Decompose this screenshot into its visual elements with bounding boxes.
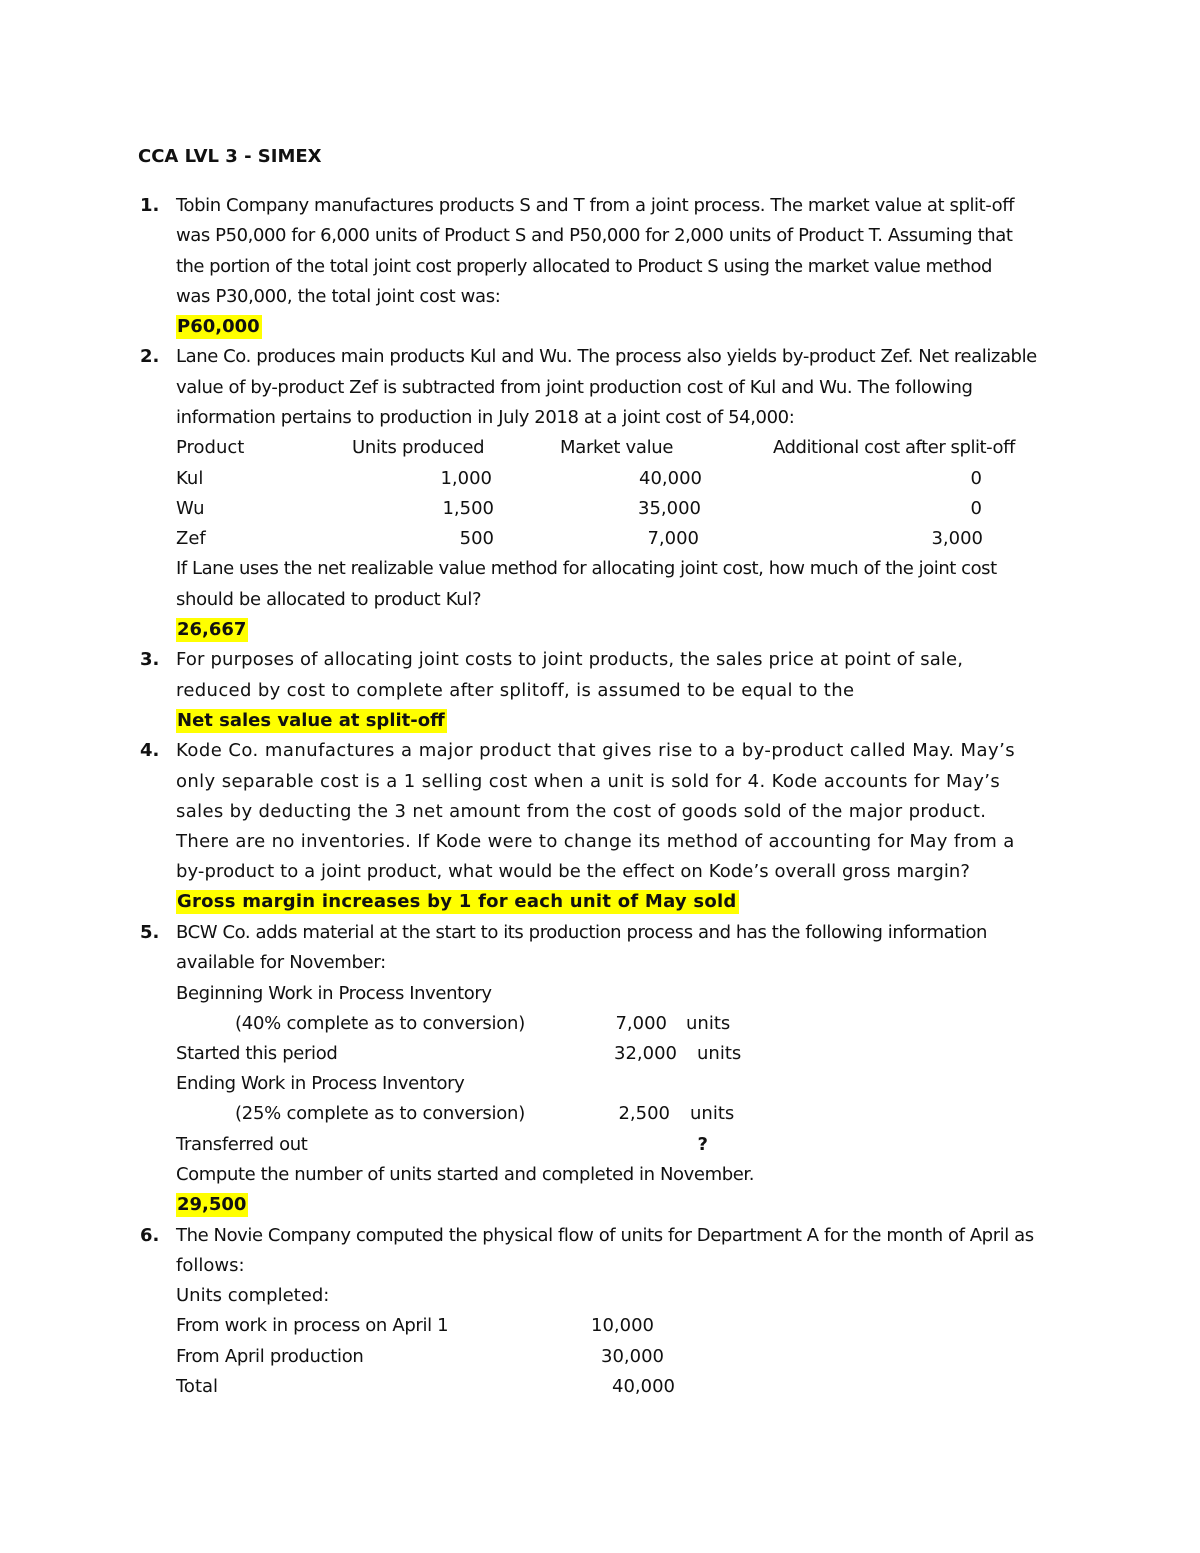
question-1-answer (176, 315, 262, 339)
table-cell: Wu (176, 498, 205, 519)
units-value: 40,000 (612, 1376, 675, 1397)
question-1-text: Tobin Company manufactures products S and T from a joint process. The market value at split-off (176, 195, 1015, 216)
inventory-unit: units (686, 1013, 731, 1034)
table-header-units: Units produced (352, 437, 485, 458)
units-value: 30,000 (601, 1346, 664, 1367)
table-cell: 0 (970, 498, 982, 519)
inventory-value: 2,500 (618, 1103, 670, 1124)
question-4-text: Kode Co. manufactures a major product that gives rise to a by-product called May. May’s (176, 740, 1016, 761)
question-1-text: the portion of the total joint cost properly allocated to Product S using the market value method (176, 256, 992, 277)
table-cell: 7,000 (647, 528, 699, 549)
table-header-additional-cost: Additional cost after split-off (773, 437, 1015, 458)
question-5-text: available for November: (176, 952, 386, 973)
question-1-text: was P50,000 for 6,000 units of Product S and P50,000 for 2,000 units of Product T. Assuming that (176, 225, 1013, 246)
question-3-text: reduced by cost to complete after splitoff, is assumed to be equal to the (176, 680, 855, 701)
question-3-number: 3. (140, 649, 160, 670)
inventory-label: (40% complete as to conversion) (235, 1013, 525, 1034)
question-2-text: Lane Co. produces main products Kul and Wu. The process also yields by-product Zef. Net realizable (176, 346, 1037, 367)
table-cell: 0 (970, 468, 982, 489)
question-6-number: 6. (140, 1225, 160, 1246)
question-2-text: should be allocated to product Kul? (176, 589, 482, 610)
inventory-label: Ending Work in Process Inventory (176, 1073, 465, 1094)
question-1-text: was P30,000, the total joint cost was: (176, 286, 501, 307)
question-4-answer (176, 890, 739, 914)
units-label: From work in process on April 1 (176, 1315, 449, 1336)
question-2-text: If Lane uses the net realizable value method for allocating joint cost, how much of the joint cost (176, 558, 997, 579)
answer-highlight: Net sales value at split-off (177, 710, 445, 731)
question-2-text: value of by-product Zef is subtracted from joint production cost of Kul and Wu. The following (176, 377, 973, 398)
inventory-label: Beginning Work in Process Inventory (176, 983, 492, 1004)
table-cell: 1,500 (442, 498, 494, 519)
inventory-label: Transferred out (176, 1134, 308, 1155)
table-cell: 1,000 (440, 468, 492, 489)
question-5-number: 5. (140, 922, 160, 943)
answer-highlight: P60,000 (177, 316, 260, 337)
inventory-value: 32,000 (614, 1043, 677, 1064)
table-cell: 35,000 (638, 498, 701, 519)
table-cell: Kul (176, 468, 204, 489)
units-label: From April production (176, 1346, 364, 1367)
question-4-text: only separable cost is a 1 selling cost when a unit is sold for 4. Kode accounts for May’s (176, 771, 1001, 792)
inventory-unit: units (697, 1043, 742, 1064)
table-cell: 40,000 (639, 468, 702, 489)
table-cell: 3,000 (931, 528, 983, 549)
question-4-text: sales by deducting the 3 net amount from the cost of goods sold of the major product. (176, 801, 987, 822)
answer-highlight: Gross margin increases by 1 for each unit of May sold (177, 891, 737, 912)
question-5-text: Compute the number of units started and completed in November. (176, 1164, 755, 1185)
table-header-product: Product (176, 437, 245, 458)
question-5-answer (176, 1193, 248, 1217)
inventory-label: (25% complete as to conversion) (235, 1103, 525, 1124)
table-header-market-value: Market value (560, 437, 674, 458)
question-6-text: The Novie Company computed the physical flow of units for Department A for the month of April as (176, 1225, 1034, 1246)
question-6-text: follows: (176, 1255, 245, 1276)
answer-highlight: 29,500 (177, 1194, 247, 1215)
units-label: Total (176, 1376, 219, 1397)
question-6-text: Units completed: (176, 1285, 330, 1306)
table-cell: 500 (459, 528, 494, 549)
question-4-text: There are no inventories. If Kode were to change its method of accounting for May from a (176, 831, 1015, 852)
question-5-text: BCW Co. adds material at the start to its production process and has the following information (176, 922, 988, 943)
inventory-value: 7,000 (615, 1013, 667, 1034)
question-1-number: 1. (140, 195, 160, 216)
question-3-answer (176, 709, 447, 733)
answer-highlight: 26,667 (177, 619, 247, 640)
inventory-label: Started this period (176, 1043, 338, 1064)
inventory-value: ? (697, 1134, 708, 1155)
document-title: CCA LVL 3 - SIMEX (138, 146, 322, 167)
question-4-text: by-product to a joint product, what would be the effect on Kode’s overall gross margin? (176, 861, 971, 882)
question-2-number: 2. (140, 346, 160, 367)
question-4-number: 4. (140, 740, 160, 761)
table-cell: Zef (176, 528, 206, 549)
units-value: 10,000 (591, 1315, 654, 1336)
question-3-text: For purposes of allocating joint costs to joint products, the sales price at point of sale, (176, 649, 964, 670)
inventory-unit: units (690, 1103, 735, 1124)
question-2-text: information pertains to production in July 2018 at a joint cost of 54,000: (176, 407, 795, 428)
question-2-answer (176, 618, 248, 642)
